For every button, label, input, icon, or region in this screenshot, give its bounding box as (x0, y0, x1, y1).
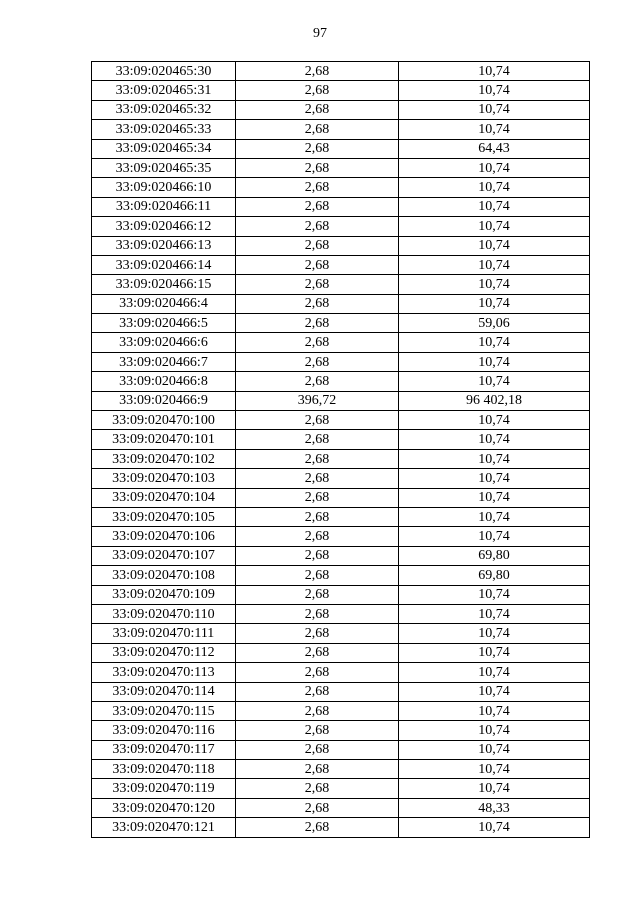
table-row (92, 372, 590, 391)
cadastral-number-cell: 33:09:020466:15 (92, 275, 236, 294)
table-row (92, 721, 590, 740)
area-cell: 2,68 (236, 294, 399, 313)
value-cell: 10,74 (399, 527, 590, 546)
page-number: 97 (313, 26, 327, 41)
table-row (92, 527, 590, 546)
cadastral-number-cell: 33:09:020470:109 (92, 585, 236, 604)
table-row (92, 62, 590, 81)
cadastral-number-cell: 33:09:020466:9 (92, 391, 236, 410)
area-cell: 2,68 (236, 255, 399, 274)
cadastral-number-cell: 33:09:020470:118 (92, 760, 236, 779)
table-row (92, 275, 590, 294)
table-row (92, 352, 590, 371)
cadastral-number-cell: 33:09:020470:114 (92, 682, 236, 701)
cadastral-number-cell: 33:09:020470:107 (92, 546, 236, 565)
value-cell: 10,74 (399, 449, 590, 468)
area-cell: 2,68 (236, 469, 399, 488)
area-cell: 2,68 (236, 740, 399, 759)
area-cell: 2,68 (236, 663, 399, 682)
area-cell: 2,68 (236, 139, 399, 158)
value-cell: 10,74 (399, 197, 590, 216)
value-cell: 10,74 (399, 740, 590, 759)
table-row (92, 740, 590, 759)
table-row (92, 798, 590, 817)
cadastral-number-cell: 33:09:020470:100 (92, 411, 236, 430)
table-row (92, 430, 590, 449)
table-row (92, 701, 590, 720)
value-cell: 10,74 (399, 663, 590, 682)
value-cell: 69,80 (399, 546, 590, 565)
value-cell: 10,74 (399, 643, 590, 662)
area-cell: 2,68 (236, 507, 399, 526)
cadastral-number-cell: 33:09:020466:7 (92, 352, 236, 371)
value-cell: 10,74 (399, 469, 590, 488)
table-row (92, 604, 590, 623)
table-row (92, 391, 590, 410)
table-row (92, 314, 590, 333)
area-cell: 2,68 (236, 314, 399, 333)
table-row (92, 682, 590, 701)
table-row (92, 255, 590, 274)
area-cell: 2,68 (236, 449, 399, 468)
area-cell: 2,68 (236, 721, 399, 740)
table-row (92, 120, 590, 139)
cadastral-number-cell: 33:09:020470:104 (92, 488, 236, 507)
value-cell: 10,74 (399, 178, 590, 197)
cadastral-number-cell: 33:09:020470:115 (92, 701, 236, 720)
table-row (92, 139, 590, 158)
area-cell: 2,68 (236, 333, 399, 352)
table-row (92, 469, 590, 488)
area-cell: 2,68 (236, 643, 399, 662)
table-row (92, 178, 590, 197)
table-row (92, 643, 590, 662)
value-cell: 10,74 (399, 585, 590, 604)
table-row (92, 197, 590, 216)
cadastral-number-cell: 33:09:020470:121 (92, 818, 236, 837)
area-cell: 396,72 (236, 391, 399, 410)
table-row (92, 818, 590, 837)
cadastral-number-cell: 33:09:020470:108 (92, 566, 236, 585)
area-cell: 2,68 (236, 275, 399, 294)
cadastral-number-cell: 33:09:020465:34 (92, 139, 236, 158)
cadastral-number-cell: 33:09:020470:119 (92, 779, 236, 798)
cadastral-number-cell: 33:09:020470:116 (92, 721, 236, 740)
area-cell: 2,68 (236, 120, 399, 139)
area-cell: 2,68 (236, 62, 399, 81)
area-cell: 2,68 (236, 818, 399, 837)
cadastral-number-cell: 33:09:020466:5 (92, 314, 236, 333)
value-cell: 10,74 (399, 120, 590, 139)
table-row (92, 236, 590, 255)
table-row (92, 760, 590, 779)
value-cell: 48,33 (399, 798, 590, 817)
table-row (92, 779, 590, 798)
area-cell: 2,68 (236, 798, 399, 817)
value-cell: 10,74 (399, 333, 590, 352)
cadastral-number-cell: 33:09:020470:113 (92, 663, 236, 682)
value-cell: 10,74 (399, 411, 590, 430)
table-body (92, 62, 590, 838)
cadastral-number-cell: 33:09:020465:32 (92, 100, 236, 119)
cadastral-number-cell: 33:09:020470:106 (92, 527, 236, 546)
area-cell: 2,68 (236, 197, 399, 216)
cadastral-table (91, 61, 590, 838)
cadastral-number-cell: 33:09:020470:111 (92, 624, 236, 643)
table-row (92, 333, 590, 352)
value-cell: 10,74 (399, 779, 590, 798)
cadastral-number-cell: 33:09:020466:14 (92, 255, 236, 274)
area-cell: 2,68 (236, 566, 399, 585)
value-cell: 10,74 (399, 624, 590, 643)
area-cell: 2,68 (236, 488, 399, 507)
area-cell: 2,68 (236, 585, 399, 604)
table-row (92, 585, 590, 604)
cadastral-number-cell: 33:09:020465:33 (92, 120, 236, 139)
area-cell: 2,68 (236, 546, 399, 565)
value-cell: 10,74 (399, 604, 590, 623)
cadastral-number-cell: 33:09:020470:112 (92, 643, 236, 662)
value-cell: 10,74 (399, 100, 590, 119)
area-cell: 2,68 (236, 81, 399, 100)
value-cell: 10,74 (399, 62, 590, 81)
value-cell: 10,74 (399, 430, 590, 449)
table-row (92, 663, 590, 682)
area-cell: 2,68 (236, 158, 399, 177)
area-cell: 2,68 (236, 411, 399, 430)
area-cell: 2,68 (236, 352, 399, 371)
table-row (92, 488, 590, 507)
value-cell: 10,74 (399, 294, 590, 313)
cadastral-number-cell: 33:09:020466:11 (92, 197, 236, 216)
cadastral-number-cell: 33:09:020470:105 (92, 507, 236, 526)
area-cell: 2,68 (236, 604, 399, 623)
value-cell: 10,74 (399, 721, 590, 740)
area-cell: 2,68 (236, 701, 399, 720)
cadastral-number-cell: 33:09:020465:30 (92, 62, 236, 81)
value-cell: 10,74 (399, 352, 590, 371)
table-row (92, 546, 590, 565)
cadastral-number-cell: 33:09:020470:117 (92, 740, 236, 759)
cadastral-number-cell: 33:09:020466:4 (92, 294, 236, 313)
cadastral-number-cell: 33:09:020470:102 (92, 449, 236, 468)
area-cell: 2,68 (236, 372, 399, 391)
value-cell: 10,74 (399, 372, 590, 391)
table-row (92, 411, 590, 430)
cadastral-number-cell: 33:09:020470:120 (92, 798, 236, 817)
cadastral-number-cell: 33:09:020466:13 (92, 236, 236, 255)
table-row (92, 158, 590, 177)
area-cell: 2,68 (236, 430, 399, 449)
table-row (92, 507, 590, 526)
area-cell: 2,68 (236, 217, 399, 236)
value-cell: 10,74 (399, 701, 590, 720)
value-cell: 10,74 (399, 255, 590, 274)
value-cell: 64,43 (399, 139, 590, 158)
area-cell: 2,68 (236, 624, 399, 643)
value-cell: 10,74 (399, 158, 590, 177)
value-cell: 10,74 (399, 507, 590, 526)
table-row (92, 449, 590, 468)
area-cell: 2,68 (236, 682, 399, 701)
value-cell: 10,74 (399, 682, 590, 701)
value-cell: 10,74 (399, 488, 590, 507)
cadastral-number-cell: 33:09:020465:35 (92, 158, 236, 177)
value-cell: 10,74 (399, 81, 590, 100)
cadastral-number-cell: 33:09:020466:8 (92, 372, 236, 391)
area-cell: 2,68 (236, 760, 399, 779)
table-row (92, 294, 590, 313)
cadastral-number-cell: 33:09:020470:110 (92, 604, 236, 623)
cadastral-number-cell: 33:09:020465:31 (92, 81, 236, 100)
cadastral-number-cell: 33:09:020470:103 (92, 469, 236, 488)
value-cell: 10,74 (399, 217, 590, 236)
table-row (92, 217, 590, 236)
area-cell: 2,68 (236, 178, 399, 197)
cadastral-number-cell: 33:09:020466:12 (92, 217, 236, 236)
value-cell: 59,06 (399, 314, 590, 333)
cadastral-number-cell: 33:09:020470:101 (92, 430, 236, 449)
table-row (92, 81, 590, 100)
area-cell: 2,68 (236, 100, 399, 119)
value-cell: 69,80 (399, 566, 590, 585)
value-cell: 10,74 (399, 275, 590, 294)
value-cell: 10,74 (399, 760, 590, 779)
value-cell: 96 402,18 (399, 391, 590, 410)
cadastral-number-cell: 33:09:020466:6 (92, 333, 236, 352)
table-row (92, 100, 590, 119)
area-cell: 2,68 (236, 236, 399, 255)
table-row (92, 624, 590, 643)
value-cell: 10,74 (399, 818, 590, 837)
table-row (92, 566, 590, 585)
value-cell: 10,74 (399, 236, 590, 255)
cadastral-number-cell: 33:09:020466:10 (92, 178, 236, 197)
area-cell: 2,68 (236, 527, 399, 546)
area-cell: 2,68 (236, 779, 399, 798)
